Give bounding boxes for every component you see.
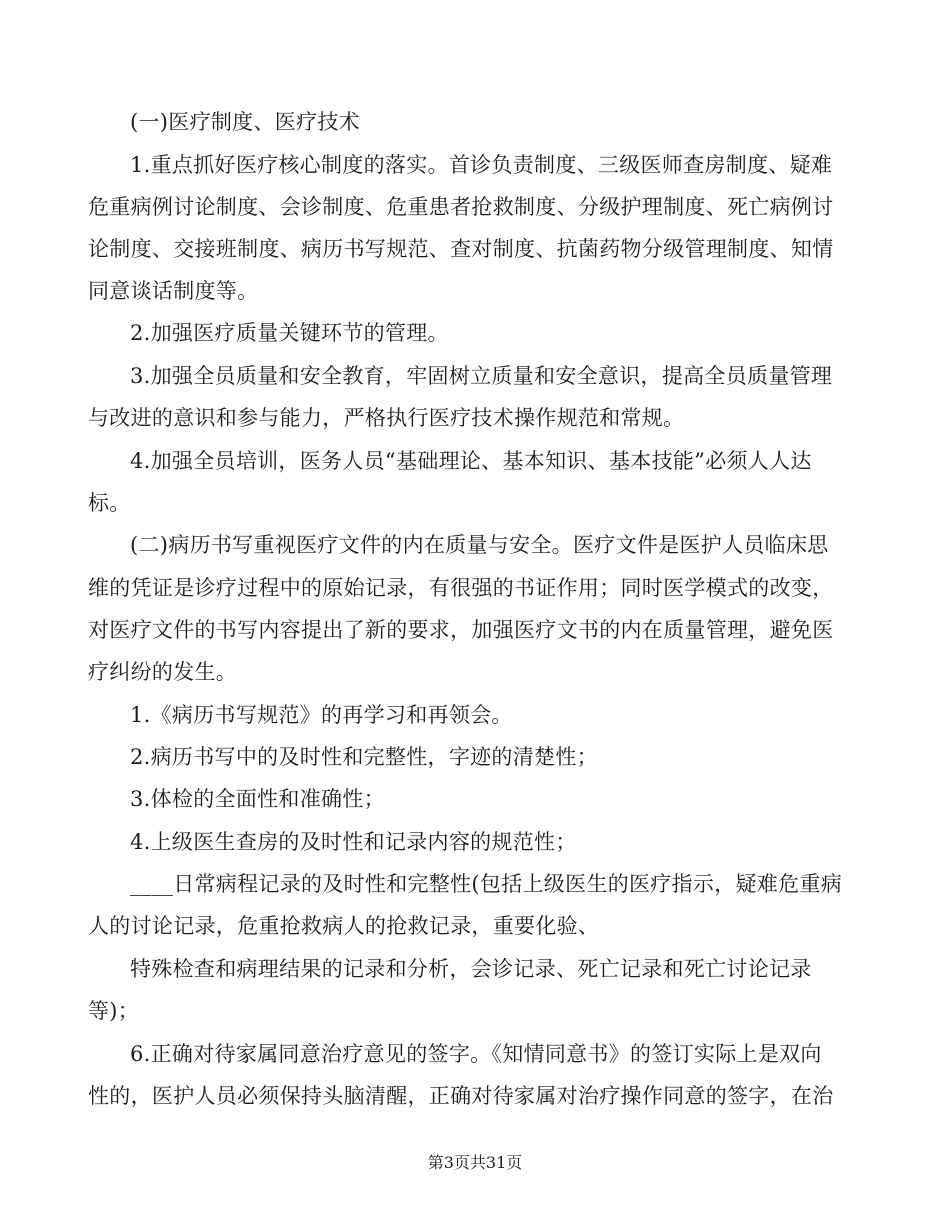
text-line: 同意谈话制度等。	[88, 279, 259, 303]
text-line: 维的凭证是诊疗过程中的原始记录，有很强的书证作用；同时医学模式的改变，	[88, 576, 834, 600]
section-heading: (二)病历书写重视医疗文件的内在质量与安全。医疗文件是医护人员临床思	[130, 533, 829, 557]
text-line: 4.加强全员培训，医务人员“基础理论、基本知识、基本技能”必须人人达	[130, 449, 812, 473]
text-line: 3.加强全员质量和安全教育，牢固树立质量和安全意识，提高全员质量管理	[130, 364, 833, 388]
text-line: 论制度、交接班制度、病历书写规范、查对制度、抗菌药物分级管理制度、知情	[88, 237, 834, 261]
text-line: 等)；	[88, 999, 140, 1023]
text-line: 1.《病历书写规范》的再学习和再领会。	[130, 703, 513, 727]
text-line: 6.正确对待家属同意治疗意见的签字。《知情同意书》的签订实际上是双向	[130, 1042, 822, 1066]
text-line: 疗纠纷的发生。	[88, 660, 238, 684]
text-line: 标。	[88, 491, 131, 515]
text-line: 与改进的意识和参与能力，严格执行医疗技术操作规范和常规。	[88, 406, 685, 430]
text-line: 性的，医护人员必须保持头脑清醒，正确对待家属对治疗操作同意的签字，在治	[88, 1084, 834, 1108]
text-line: 危重病例讨论制度、会诊制度、危重患者抢救制度、分级护理制度、死亡病例讨	[88, 195, 834, 219]
text-line: 1.重点抓好医疗核心制度的落实。首诊负责制度、三级医师查房制度、疑难	[130, 153, 833, 177]
text-line: ____日常病程记录的及时性和完整性(包括上级医生的医疗指示，疑难危重病	[130, 872, 842, 896]
text-line: 2.加强医疗质量关键环节的管理。	[130, 321, 449, 345]
text-line: 2.病历书写中的及时性和完整性，字迹的清楚性；	[130, 745, 598, 769]
text-line: 4.上级医生查房的及时性和记录内容的规范性；	[130, 830, 577, 854]
text-line: 对医疗文件的书写内容提出了新的要求，加强医疗文书的内在质量管理，避免医	[88, 618, 834, 642]
text-line: 3.体检的全面性和准确性；	[130, 787, 385, 811]
text-line: 人的讨论记录，危重抢救病人的抢救记录，重要化验、	[88, 914, 600, 938]
page-number-footer: 第3页共31页	[427, 1153, 523, 1172]
section-heading: (一)医疗制度、医疗技术	[130, 110, 360, 134]
text-line: 特殊检查和病理结果的记录和分析，会诊记录、死亡记录和死亡讨论记录	[130, 957, 812, 981]
